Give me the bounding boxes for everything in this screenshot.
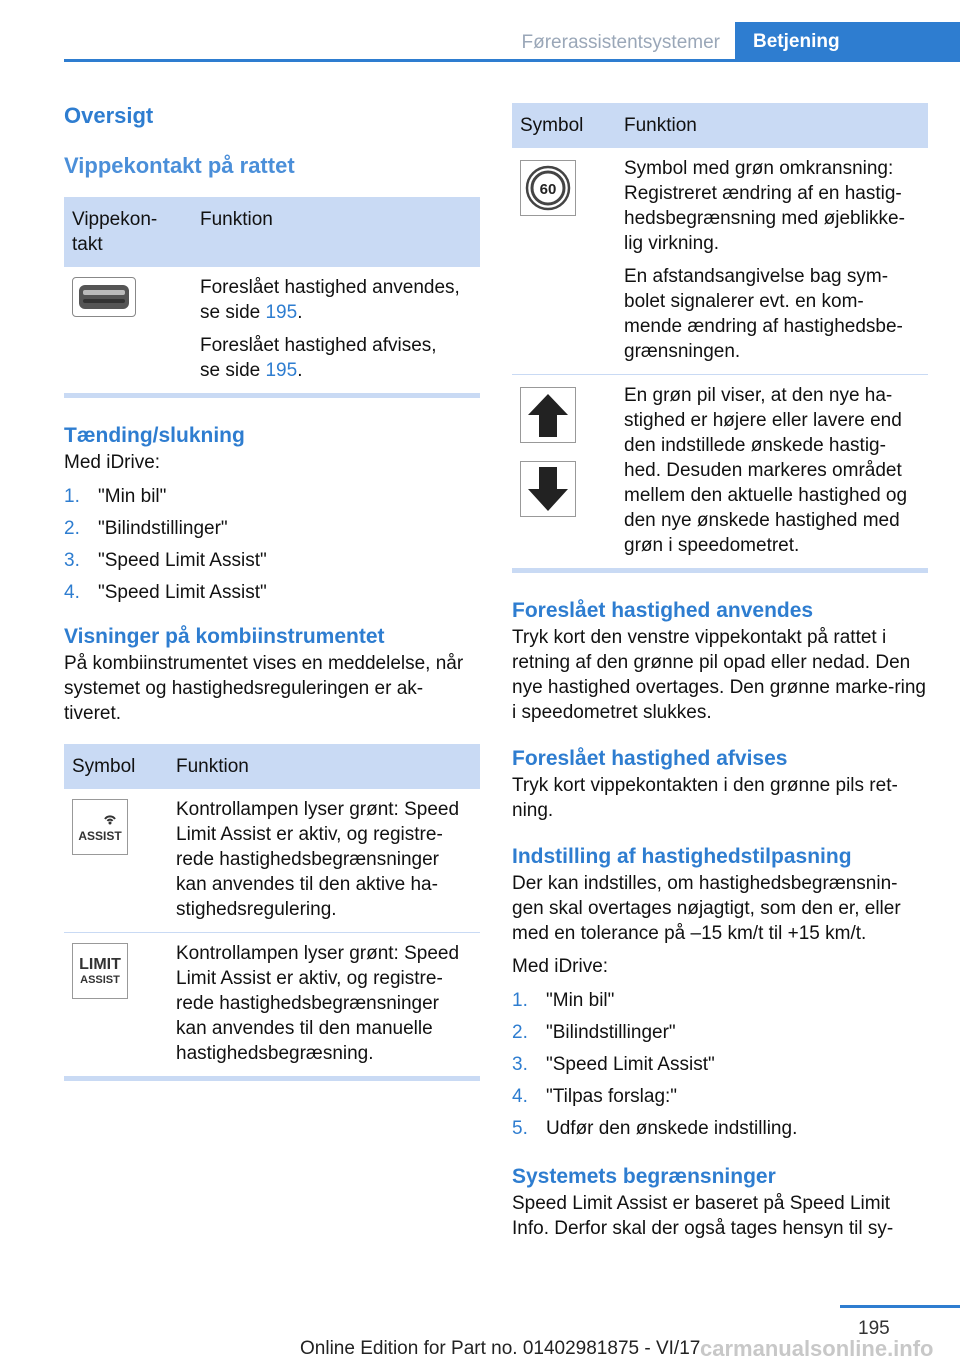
header-section-title: Førerassistentsystemer (521, 32, 720, 53)
list-item: 4. "Speed Limit Assist" (64, 582, 267, 603)
rocker-reject-line1: Foreslået hastighed afvises, (200, 335, 437, 356)
indstilling-paragraph: Der kan indstilles, om hastighedsbegrænsnin-gen skal overtages nøjagtigt, som den er, eller med en tolerance på –15 km/t til +15 km/t. (512, 873, 901, 944)
heading-visninger: Visninger på kombiinstrumentet (64, 625, 385, 648)
header-tab-betjening[interactable]: Betjening (735, 22, 960, 62)
symbol-table-header-col1: Symbol (512, 103, 616, 148)
page-header (0, 0, 960, 62)
idrive-label: Med iDrive: (64, 452, 161, 473)
assist-indicator-icon (72, 799, 128, 855)
rocker-table-header-col2: Funktion (192, 197, 480, 267)
svg-text:LIMIT: LIMIT (79, 956, 121, 973)
symbol-table-left (64, 744, 480, 1076)
afvises-paragraph: Tryk kort vippekontakten i den grønne pils ret-ning. (512, 775, 898, 821)
systemets-paragraph: Speed Limit Assist er baseret på Speed Limit Info. Derfor skal der også tages hensyn til sy- (512, 1193, 894, 1239)
speed-limit-sign-icon (520, 160, 576, 216)
heading-oversigt: Oversigt (64, 103, 154, 128)
watermark: carmanualsonline.info (700, 1336, 934, 1361)
right-column (512, 103, 928, 1241)
heading-taending: Tænding/slukning (64, 424, 245, 447)
header-rule (64, 59, 960, 62)
arrow-down-icon (520, 461, 576, 517)
indstilling-steps (512, 985, 928, 1145)
taending-steps (64, 481, 480, 609)
speed-sign-description: Symbol med grøn omkransning: Registreret ændring af en hastig-hedsbegrænsning med øjeblikke-lig virkning. (624, 158, 905, 254)
list-item: 5. Udfør den ønskede indstilling. (512, 1118, 798, 1139)
footer-rule (840, 1305, 960, 1308)
edition-note: Online Edition for Part no. 01402981875 - VI/17 (300, 1338, 701, 1359)
symbol-table-header-col2: Funktion (168, 744, 480, 789)
rocker-apply-line2: se side (200, 302, 266, 323)
table-divider (64, 1076, 480, 1081)
rocker-apply-line1: Foreslået hastighed anvendes, (200, 277, 460, 298)
page-number: 195 (858, 1318, 890, 1339)
page-ref-link-2[interactable]: 195 (265, 360, 298, 381)
list-item: 3. "Speed Limit Assist" (512, 1054, 715, 1075)
list-item: 2. "Bilindstillinger" (64, 518, 228, 539)
svg-text:ASSIST: ASSIST (80, 974, 120, 986)
symbol-table-header-col2: Funktion (616, 103, 928, 148)
visninger-paragraph: På kombiinstrumentet vises en meddelelse, når systemet og hastighedsreguleringen er ak-tiveret. (64, 653, 464, 724)
rocker-reject-line2: se side (200, 360, 266, 381)
list-item: 1. "Min bil" (512, 990, 615, 1011)
svg-text:60: 60 (539, 181, 557, 198)
limit-assist-indicator-description: Kontrollampen lyser grønt: Speed Limit Assist er aktiv, og registre-rede hastighedsbegrænsninger kan anvendes til den manuelle hastighedsbegræsning. (176, 943, 460, 1064)
list-item: 3. "Speed Limit Assist" (64, 550, 267, 571)
list-item: 2. "Bilindstillinger" (512, 1022, 676, 1043)
symbol-table-header-col1: Symbol (64, 744, 168, 789)
speed-sign-distance-note: En afstandsangivelse bag sym-bolet signalerer evt. en kom-mende ændring af hastighedsbe-grænsningen. (624, 266, 903, 362)
page-ref-link-1[interactable]: 195 (265, 302, 298, 323)
table-divider (64, 393, 480, 398)
arrow-description: En grøn pil viser, at den nye ha-stighed er højere eller lavere end den indstillede ønskede hastig-hed. Desuden markeres området mellem den aktuelle hastighed og den nye ønskede hastighed med grøn i speedometret. (624, 385, 908, 556)
arrow-up-icon (520, 387, 576, 443)
assist-indicator-description: Kontrollampen lyser grønt: Speed Limit Assist er aktiv, og registre-rede hastighedsbegrænsninger kan anvendes til den aktive ha-stighedsregulering. (168, 789, 480, 933)
heading-vippekontakt: Vippekontakt på rattet (64, 153, 295, 178)
idrive-label: Med iDrive: (512, 956, 609, 977)
rocker-table-header-col1: Vippekon- takt (64, 197, 192, 267)
left-column (64, 100, 480, 1081)
symbol-table-right (512, 103, 928, 568)
heading-anvendes: Foreslået hastighed anvendes (512, 599, 814, 622)
anvendes-paragraph: Tryk kort den venstre vippekontakt på rattet i retning af den grønne pil opad eller nedad. Den nye hastighed overtages. Den grønne marke-ring i speedometret slukkes. (512, 627, 927, 723)
svg-text:ASSIST: ASSIST (78, 829, 122, 843)
rocker-switch-icon (72, 277, 136, 317)
heading-systemets-begraensninger: Systemets begrænsninger (512, 1165, 776, 1188)
list-item: 4. "Tilpas forslag:" (512, 1086, 678, 1107)
heading-indstilling: Indstilling af hastighedstilpasning (512, 845, 852, 868)
rocker-table: Vippekon- takt Funktion Foreslået hastighed anvendes, se side 195. Foreslået hastighed afvises, se side 195. (64, 197, 480, 393)
limit-assist-indicator-icon (72, 943, 128, 999)
heading-afvises: Foreslået hastighed afvises (512, 747, 788, 770)
table-divider (512, 568, 928, 573)
list-item: 1. "Min bil" (64, 486, 167, 507)
